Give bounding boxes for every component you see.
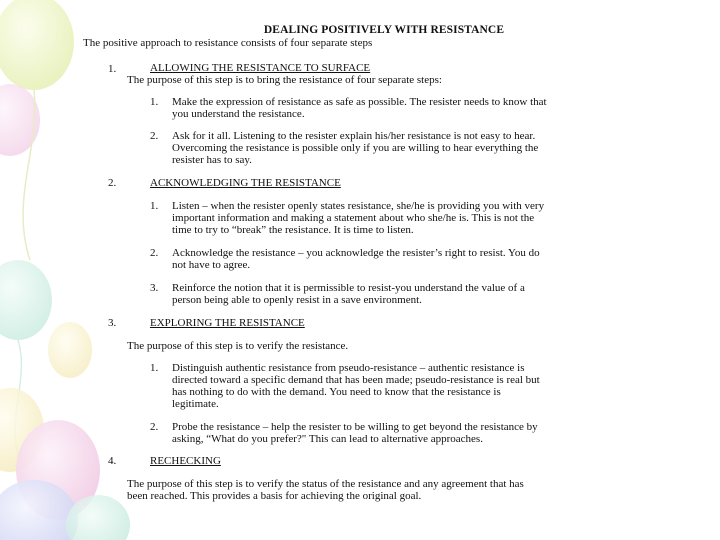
section-number: 1. xyxy=(108,63,117,75)
item-number: 2. xyxy=(150,130,159,142)
section-heading: ACKNOWLEDGING THE RESISTANCE xyxy=(150,177,341,189)
section-purpose: The purpose of this step is to verify the resistance. xyxy=(127,340,349,352)
section-heading: ALLOWING THE RESISTANCE TO SURFACE xyxy=(150,62,371,74)
item-line: Listen – when the resister openly states resistance, she/he is providing you with very xyxy=(172,200,545,212)
item-number: 1. xyxy=(150,362,159,374)
item-line: time to try to “break” the resistance. It is time to listen. xyxy=(172,224,414,236)
item-line: Acknowledge the resistance – you acknowledge the resister’s right to resist. You do xyxy=(172,247,540,259)
intro-text: The positive approach to resistance consists of four separate steps xyxy=(83,37,373,49)
item-number: 3. xyxy=(150,282,159,294)
section-purpose: been reached. This provides a basis for achieving the original goal. xyxy=(127,490,422,502)
item-line: has nothing to do with the demand. You need to know that the resistance is xyxy=(172,386,501,398)
section-number: 3. xyxy=(108,317,117,329)
item-line: not have to agree. xyxy=(172,259,251,271)
item-line: Distinguish authentic resistance from pseudo-resistance – authentic resistance is xyxy=(172,362,525,374)
item-number: 2. xyxy=(150,421,159,433)
page-title: DEALING POSITIVELY WITH RESISTANCE xyxy=(263,24,505,36)
item-line: Overcoming the resistance is possible only if you are willing to hear everything the xyxy=(172,142,539,154)
section-heading: RECHECKING xyxy=(150,455,221,467)
item-line: directed toward a specific demand that has been made; pseudo-resistance is real but xyxy=(172,374,540,386)
item-line: you understand the resistance. xyxy=(172,108,305,120)
section-heading: EXPLORING THE RESISTANCE xyxy=(150,317,305,329)
section-number: 4. xyxy=(108,455,117,467)
item-line: Probe the resistance – help the resister to be willing to get beyond the resistance by xyxy=(172,421,538,433)
item-line: important information and making a statement about who she/he is. This is not the xyxy=(172,212,535,224)
item-line: Reinforce the notion that it is permissible to resist-you understand the value of a xyxy=(172,282,525,294)
item-number: 1. xyxy=(150,96,159,108)
item-number: 1. xyxy=(150,200,159,212)
item-number: 2. xyxy=(150,247,159,259)
section-purpose: The purpose of this step is to verify the status of the resistance and any agreement that has xyxy=(127,478,524,490)
item-line: person being able to openly resist in a save environment. xyxy=(172,294,422,306)
item-line: Make the expression of resistance as safe as possible. The resister needs to know that xyxy=(172,96,547,108)
item-line: legitimate. xyxy=(172,398,219,410)
item-line: Ask for it all. Listening to the resister explain his/her resistance is not easy to hear. xyxy=(172,130,536,142)
item-line: asking, “What do you prefer?" This can lead to alternative approaches. xyxy=(172,433,483,445)
section-purpose: The purpose of this step is to bring the resistance of four separate steps: xyxy=(127,74,442,86)
item-line: resister has to say. xyxy=(172,154,252,166)
section-number: 2. xyxy=(108,177,117,189)
